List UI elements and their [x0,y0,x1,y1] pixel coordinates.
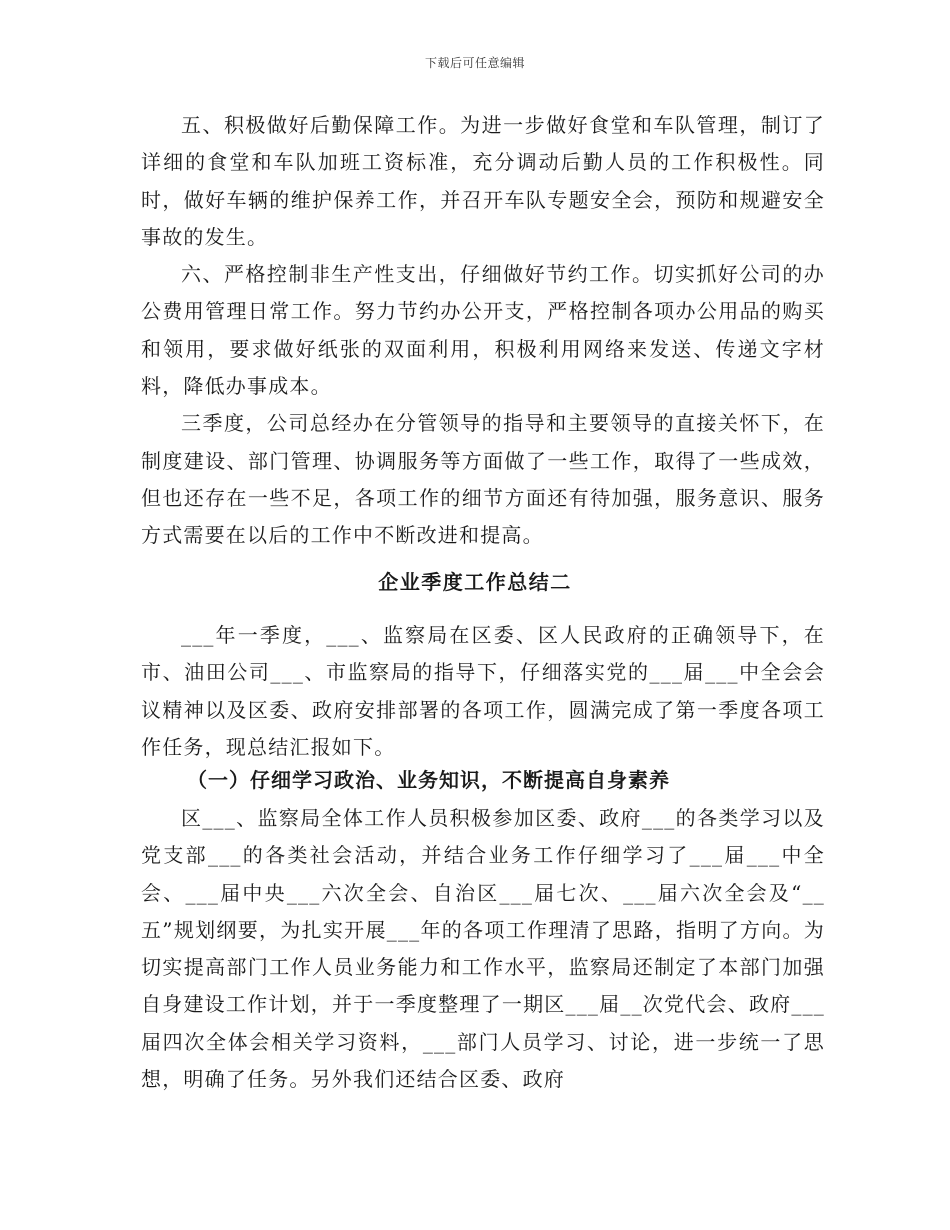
header-note: 下载后可任意编辑 [424,56,525,70]
section-1-body [141,107,825,555]
section-2-title: 企业季度工作总结二 [378,570,572,594]
paragraph: 区___、监察局全体工作人员积极参加区委、政府___的各类学习以及党支部___的各类社会活动，并结合业务工作仔细学习了___届___中全会、___届中央___六次全会、自治区___届七次、___届六次全会及“__五”规划纲要，为扎实开展___年的各项工作理清了思路，指明了方向。为切实提高部门工作人员业务能力和工作水平，监察局还制定了本部门加强自身建设工作计划，并于一季度整理了一期区___届__次党代会、政府___届四次全体会相关学习资料，___部门人员学习、讨论，进一步统一了思想，明确了任务。另外我们还结合区委、政府 [141,806,825,1092]
subheading: （一）仔细学习政治、业务知识，不断提高自身素养 [187,768,670,792]
section-2-intro [141,617,825,766]
section-2-body [141,800,825,1098]
paragraph: 三季度，公司总经办在分管领导的指导和主要领导的直接关怀下，在制度建设、部门管理、协调服务等方面做了一些工作，取得了一些成效，但也还存在一些不足，各项工作的细节方面还有待加强，服务意识、服务方式需要在以后的工作中不断改进和提高。 [141,411,825,548]
paragraph: ___年一季度，___、监察局在区委、区人民政府的正确领导下，在市、油田公司___、市监察局的指导下，仔细落实党的___届___中全会会议精神以及区委、政府安排部署的各项工作，圆满完成了第一季度各项工作任务，现总结汇报如下。 [141,623,825,759]
paragraph: 六、严格控制非生产性支出，仔细做好节约工作。切实抓好公司的办公费用管理日常工作。努力节约办公开支，严格控制各项办公用品的购买和领用，要求做好纸张的双面利用，积极利用网络来发送、传递文字材料，降低办事成本。 [141,262,825,399]
paragraph: 五、积极做好后勤保障工作。为进一步做好食堂和车队管理，制订了详细的食堂和车队加班工资标准，充分调动后勤人员的工作积极性。同时，做好车辆的维护保养工作，并召开车队专题安全会，预防和规避安全事故的发生。 [141,113,825,249]
